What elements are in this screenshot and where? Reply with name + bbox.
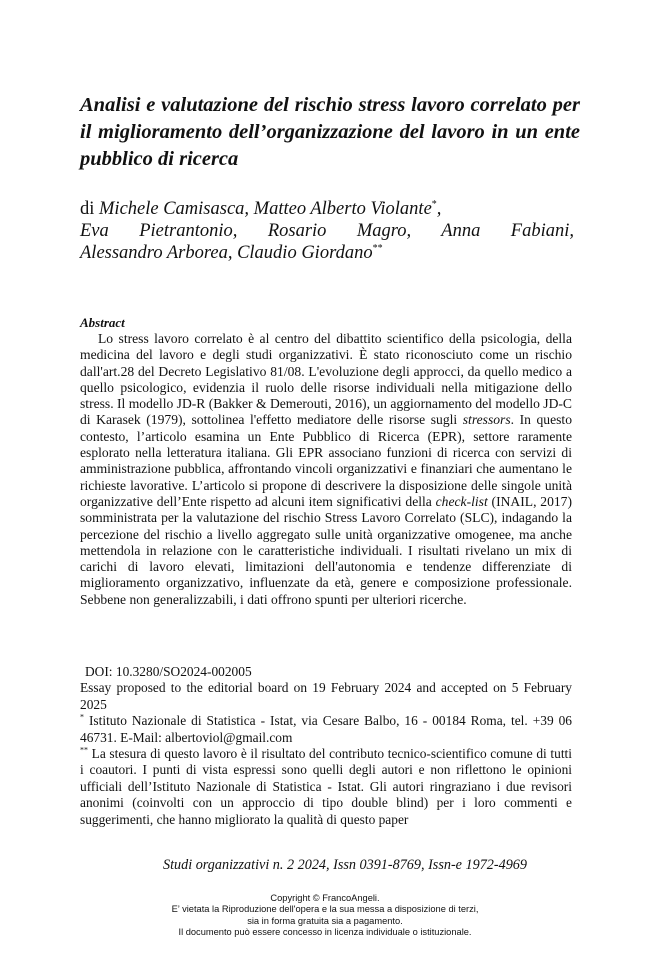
abstract-term-stressors: stressors [462, 412, 511, 428]
copyright-line-1: Copyright © FrancoAngeli. [270, 893, 380, 903]
copyright-line-2: E’ vietata la Riproduzione dell'opera e la sua messa a disposizione di terzi, [171, 904, 479, 915]
acknowledgement-mark: ** [80, 745, 88, 755]
author-names-1: Michele Camisasca, Matteo Alberto Violante [99, 199, 432, 219]
affiliation-text: Istituto Nazionale di Statistica - Istat, via Cesare Balbo, 16 - 00184 Roma, tel. +39 06 46731. E-Mail: albertoviol@gmail.com [80, 713, 572, 745]
paper-title: Analisi e valutazione del rischio stress lavoro correlato per il miglioramento dell’organizzazione del lavoro in un ente pubblico di ricerca [80, 94, 580, 170]
acknowledgement-note [80, 746, 572, 828]
author-line-3 [80, 242, 574, 264]
author-names-3: Alessandro Arborea, Claudio Giordano [80, 243, 373, 263]
journal-citation: Studi organizzativi n. 2 2024, Issn 0391-8769, Issn-e 1972-4969 [162, 857, 527, 873]
abstract-body [80, 331, 572, 608]
author-prefix: di [80, 199, 100, 219]
acknowledgement-text: La stesura di questo lavoro è il risultato del contributo tecnico-scientifico comune di tutti i coautori. I punti di vista espressi sono quelli degli autori e non riflettono le opinioni ufficiali dell’Istituto Nazionale di Statistica - Istat. Gli autori ringraziano i due revisori anonimi (coinvolti con un approccio di tipo double blind) per i loro commenti e suggerimenti, che hanno migliorato la qualità di questo paper [80, 746, 572, 827]
copyright-line-3: sia in forma gratuita sia a pagamento. [247, 915, 403, 926]
footnote-mark-1: * [431, 198, 437, 210]
abstract-text-2: . In questo contesto, l’articolo esamina un Ente Pubblico di Ricerca (EPR), settore raramente esplorato nella letteratura italiana. Gli EPR associano funzioni di ricerca con servizi di amministrazione pubblica, affrontando vincoli organizzativi e finanziari che aumentano le richieste lavorative. L’articolo si propone di descrivere la disposizione delle singole unità organizzative dell’Ente rispetto ad alcuni item significativi della [80, 412, 572, 509]
essay-note: Essay proposed to the editorial board on 19 February 2024 and accepted on 5 February 2025 [80, 680, 572, 712]
author-names-2: Eva Pietrantonio, Rosario Magro, Anna Fabiani, [80, 221, 574, 241]
abstract-term-checklist: check-list [435, 493, 488, 509]
abstract-text-1: Lo stress lavoro correlato è al centro del dibattito scientifico della psicologia, della medicina del lavoro e degli studi organizzativi. È stato riconosciuto come un rischio dall'art.28 del Decreto Legislativo 81/08. L'evoluzione degli approcci, da quello medico a quello psicologico, evidenzia il ruolo delle risorse individuali nella mitigazione dello stress. Il modello JD-R (Bakker & Demerouti, 2016), un aggiornamento del modello JD-C di Karasek (1979), sottolinea l'effetto mediatore delle risorse sugli [80, 331, 572, 428]
author-line-1 [80, 198, 574, 220]
footnotes [80, 664, 572, 828]
author-line-1-end: , [436, 199, 442, 219]
doi-note: DOI: 10.3280/SO2024-002005 [85, 664, 252, 679]
author-list [80, 198, 574, 264]
abstract-text-3: (INAIL, 2017) somministrata per la valutazione del rischio Stress Lavoro Correlato (SLC), indagando la percezione del rischio a livello aggregato sulle unità organizzative omogenee, ma anche mettendola in relazione con le caratteristiche individuali. I risultati rivelano un mix di carichi di lavoro elevati, limitazioni dell'autonomia e tendenze differenziate di miglioramento organizzativo, influenzate da età, genere e composizione professionale. Sebbene non generalizzabili, i dati offrono spunti per ulteriori ricerche. [80, 493, 572, 607]
abstract-heading: Abstract [80, 315, 125, 330]
footnote-mark-2: ** [372, 242, 383, 254]
affiliation-mark: * [80, 712, 84, 722]
copyright-notice [0, 893, 650, 939]
copyright-line-4: Il documento può essere concesso in licenza individuale o istituzionale. [178, 927, 472, 938]
affiliation-note [80, 713, 572, 746]
author-line-2 [80, 220, 574, 242]
